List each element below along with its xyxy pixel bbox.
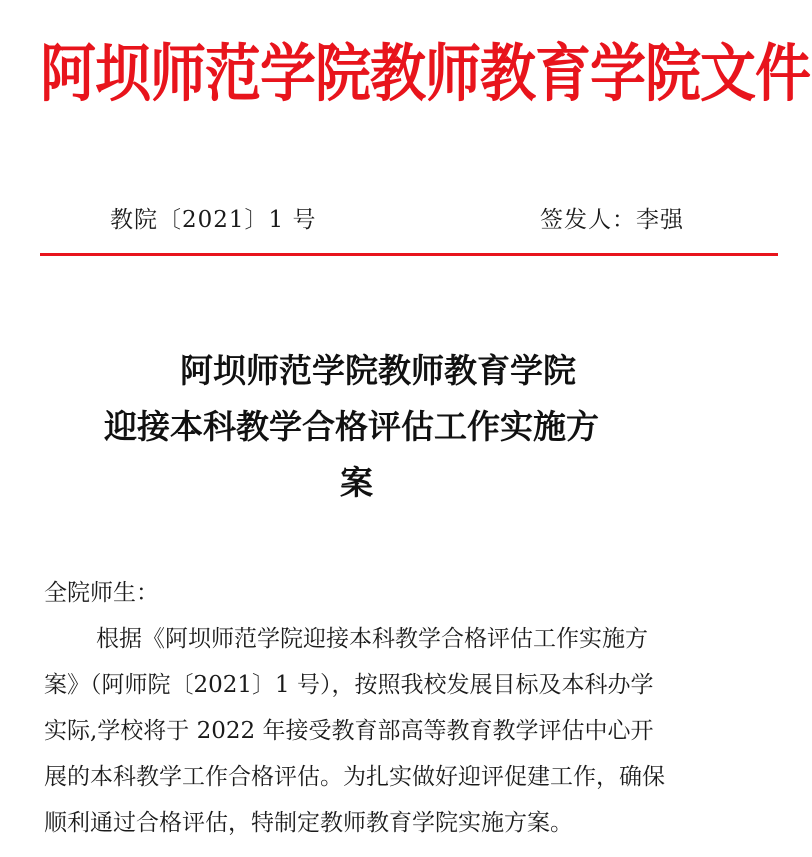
body-line: 展的本科教学工作合格评估。为扎实做好迎评促建工作，确保: [44, 764, 665, 790]
body-line: 实际,学校将于 2022 年接受教育部高等教育教学评估中心开: [44, 718, 654, 744]
signer: 签发人：李强: [540, 207, 684, 233]
salutation: 全院师生：: [44, 580, 159, 606]
body-line: 案》（阿师院〔2021〕1 号），按照我校发展目标及本科办学: [44, 672, 654, 698]
document-title-line-3: 案: [340, 463, 373, 502]
body-line: 顺利通过合格评估，特制定教师教育学院实施方案。: [44, 810, 573, 836]
document-title-line-1: 阿坝师范学院教师教育学院: [180, 351, 576, 390]
document-title-line-2: 迎接本科教学合格评估工作实施方: [104, 407, 599, 446]
document-number: 教院〔2021〕1 号: [110, 207, 317, 233]
document-masthead: 阿坝师范学院教师教育学院文件: [40, 37, 810, 111]
body-line: 根据《阿坝师范学院迎接本科教学合格评估工作实施方: [96, 626, 648, 652]
red-divider-line: [40, 253, 778, 256]
